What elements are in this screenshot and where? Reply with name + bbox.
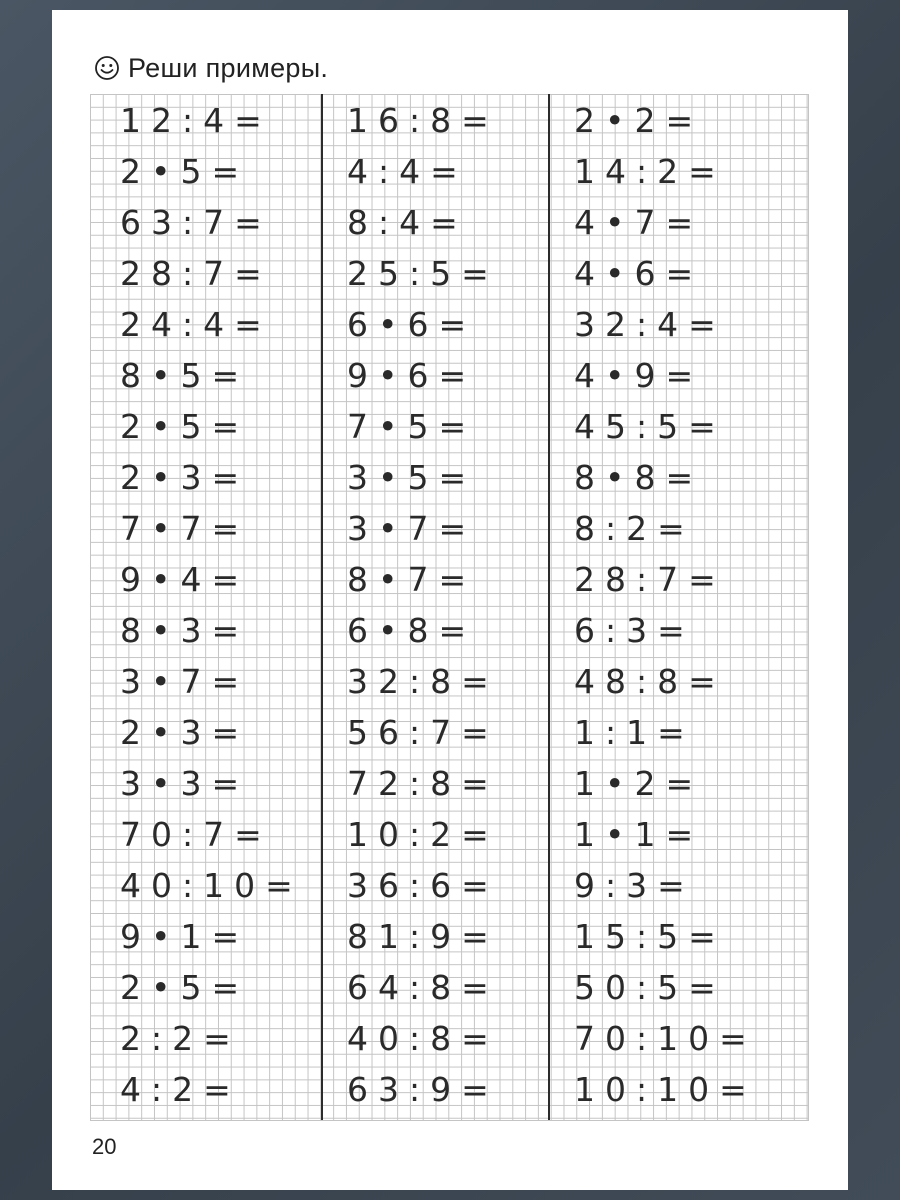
math-problem: 63:9= (347, 1070, 499, 1109)
exercise-header (94, 46, 328, 90)
math-problem: 12:4= (120, 101, 272, 140)
math-problem: 28:7= (120, 254, 272, 293)
math-problem: 1•1= (574, 815, 704, 854)
math-problem: 7•5= (347, 407, 477, 446)
math-problem: 48:8= (574, 662, 726, 701)
math-problem: 3•5= (347, 458, 477, 497)
math-problem: 72:8= (347, 764, 499, 803)
math-problem: 70:7= (120, 815, 272, 854)
math-problem: 2•2= (574, 101, 704, 140)
math-problem: 9•4= (120, 560, 250, 599)
math-problem: 32:4= (574, 305, 726, 344)
math-problem: 4•6= (574, 254, 704, 293)
math-problem: 4:4= (347, 152, 468, 191)
math-problem: 1:1= (574, 713, 695, 752)
math-problem: 4•9= (574, 356, 704, 395)
column-divider-2 (548, 94, 550, 1120)
math-problem: 56:7= (347, 713, 499, 752)
math-problem: 2:2= (120, 1019, 241, 1058)
math-problem: 81:9= (347, 917, 499, 956)
math-problem: 6•8= (347, 611, 477, 650)
math-problem: 70:10= (574, 1019, 757, 1058)
math-problem: 40:8= (347, 1019, 499, 1058)
math-problem: 8•7= (347, 560, 477, 599)
math-problem: 8•8= (574, 458, 704, 497)
math-problem: 1•2= (574, 764, 704, 803)
math-problem: 2•3= (120, 713, 250, 752)
math-problem: 8:4= (347, 203, 468, 242)
math-problem: 64:8= (347, 968, 499, 1007)
math-problem: 9•6= (347, 356, 477, 395)
math-problem: 8:2= (574, 509, 695, 548)
math-problem: 4•7= (574, 203, 704, 242)
math-problem: 32:8= (347, 662, 499, 701)
math-problem: 40:10= (120, 866, 303, 905)
math-problem: 45:5= (574, 407, 726, 446)
math-problem: 8•3= (120, 611, 250, 650)
math-problem: 25:5= (347, 254, 499, 293)
math-problem: 3•3= (120, 764, 250, 803)
math-problem: 50:5= (574, 968, 726, 1007)
math-problem: 2•5= (120, 407, 250, 446)
page-number: 20 (92, 1134, 117, 1159)
math-problem: 28:7= (574, 560, 726, 599)
workbook-page (52, 10, 848, 1190)
math-problem: 15:5= (574, 917, 726, 956)
math-problem: 6•6= (347, 305, 477, 344)
math-grid (90, 94, 809, 1121)
math-problem: 9•1= (120, 917, 250, 956)
math-problem: 10:10= (574, 1070, 757, 1109)
math-problem: 8•5= (120, 356, 250, 395)
smiley-icon (94, 55, 120, 81)
math-problem: 10:2= (347, 815, 499, 854)
math-problem: 9:3= (574, 866, 695, 905)
math-problem: 3•7= (120, 662, 250, 701)
math-problem: 7•7= (120, 509, 250, 548)
math-problem: 24:4= (120, 305, 272, 344)
math-problem: 2•5= (120, 152, 250, 191)
exercise-title: Реши примеры. (128, 52, 329, 83)
math-problem: 2•3= (120, 458, 250, 497)
math-problem: 6:3= (574, 611, 695, 650)
math-problem: 63:7= (120, 203, 272, 242)
math-problem: 3•7= (347, 509, 477, 548)
math-problem: 4:2= (120, 1070, 241, 1109)
column-divider-1 (321, 94, 323, 1120)
math-problem: 2•5= (120, 968, 250, 1007)
math-problem: 14:2= (574, 152, 726, 191)
math-problem: 16:8= (347, 101, 499, 140)
math-problem: 36:6= (347, 866, 499, 905)
